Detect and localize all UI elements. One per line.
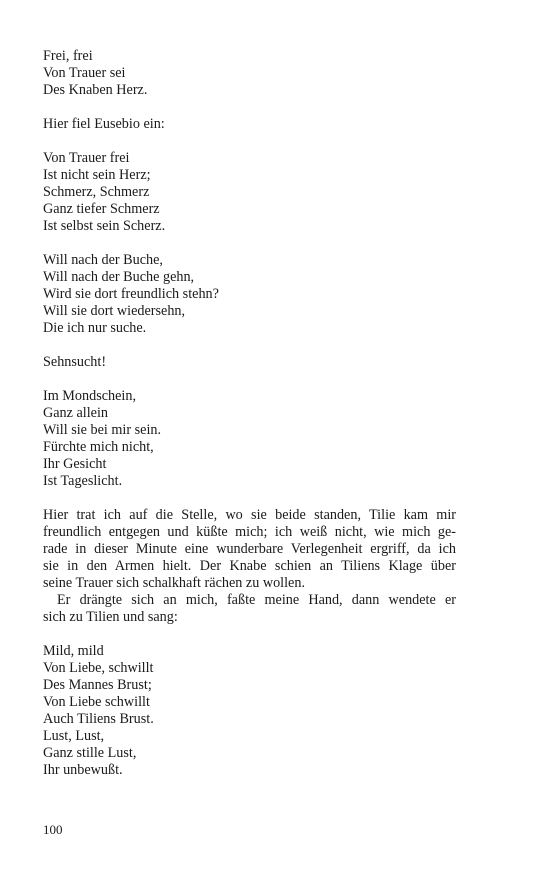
verse-line: Will sie dort wiedersehn,	[43, 303, 186, 319]
prose-line: freundlich entgegen und küßte mich; ich weiß nicht, wie mich ge-	[43, 524, 456, 540]
verse-line: Ganz allein	[43, 405, 108, 421]
prose-paragraph	[43, 592, 456, 626]
verse-line: Will sie bei mir sein.	[43, 422, 162, 438]
verse-line: Wird sie dort freundlich stehn?	[43, 286, 219, 302]
verse-line: Ganz stille Lust,	[43, 745, 137, 761]
prose-paragraph	[43, 507, 456, 592]
verse-line: Von Trauer frei	[43, 150, 130, 166]
verse-line: Will nach der Buche,	[43, 252, 163, 268]
verse-line: Ist selbst sein Scherz.	[43, 218, 166, 234]
verse-line: Ist Tageslicht.	[43, 473, 123, 489]
poem-stanza	[43, 150, 456, 235]
exclamation-line: Sehnsucht!	[43, 354, 107, 370]
prose-line: Hier trat ich auf die Stelle, wo sie beide standen, Tilie kam mir	[43, 507, 456, 523]
verse-line: Mild, mild	[43, 643, 104, 659]
verse-line: Ganz tiefer Schmerz	[43, 201, 160, 217]
prose-line: sie in den Armen hielt. Der Knabe schien an Tiliens Klage über	[43, 558, 456, 574]
exclamation	[43, 354, 456, 371]
verse-line: Auch Tiliens Brust.	[43, 711, 154, 727]
verse-line: Lust, Lust,	[43, 728, 105, 744]
verse-line: Ist nicht sein Herz;	[43, 167, 151, 183]
page-number: 100	[43, 822, 63, 837]
verse-line: Von Liebe schwillt	[43, 694, 150, 710]
poem-stanza	[43, 388, 456, 490]
verse-line: Des Knaben Herz.	[43, 82, 148, 98]
prose-line: sich zu Tilien und sang:	[43, 609, 178, 625]
verse-line: Im Mondschein,	[43, 388, 136, 404]
poem-stanza	[43, 252, 456, 337]
prose-section	[43, 507, 456, 626]
verse-line: Schmerz, Schmerz	[43, 184, 150, 200]
prose-line: Er drängte sich an mich, faßte meine Hand, dann wendete er	[57, 592, 456, 608]
prose-line: seine Trauer sich schalkhaft rächen zu wollen.	[43, 575, 305, 591]
verse-line: Will nach der Buche gehn,	[43, 269, 195, 285]
verse-line: Des Mannes Brust;	[43, 677, 152, 693]
poem-stanza	[43, 643, 456, 779]
page-body	[43, 48, 456, 796]
verse-line: Von Liebe, schwillt	[43, 660, 154, 676]
verse-line: Von Trauer sei	[43, 65, 126, 81]
verse-line: Ihr unbewußt.	[43, 762, 123, 778]
verse-line: Ihr Gesicht	[43, 456, 107, 472]
narration-line: Hier fiel Eusebio ein:	[43, 116, 165, 132]
narration	[43, 116, 456, 133]
poem-stanza	[43, 48, 456, 99]
verse-line: Fürchte mich nicht,	[43, 439, 154, 455]
verse-line: Frei, frei	[43, 48, 93, 64]
prose-line: rade in dieser Minute eine wunderbare Verlegenheit ergriff, da ich	[43, 541, 456, 557]
verse-line: Die ich nur suche.	[43, 320, 147, 336]
